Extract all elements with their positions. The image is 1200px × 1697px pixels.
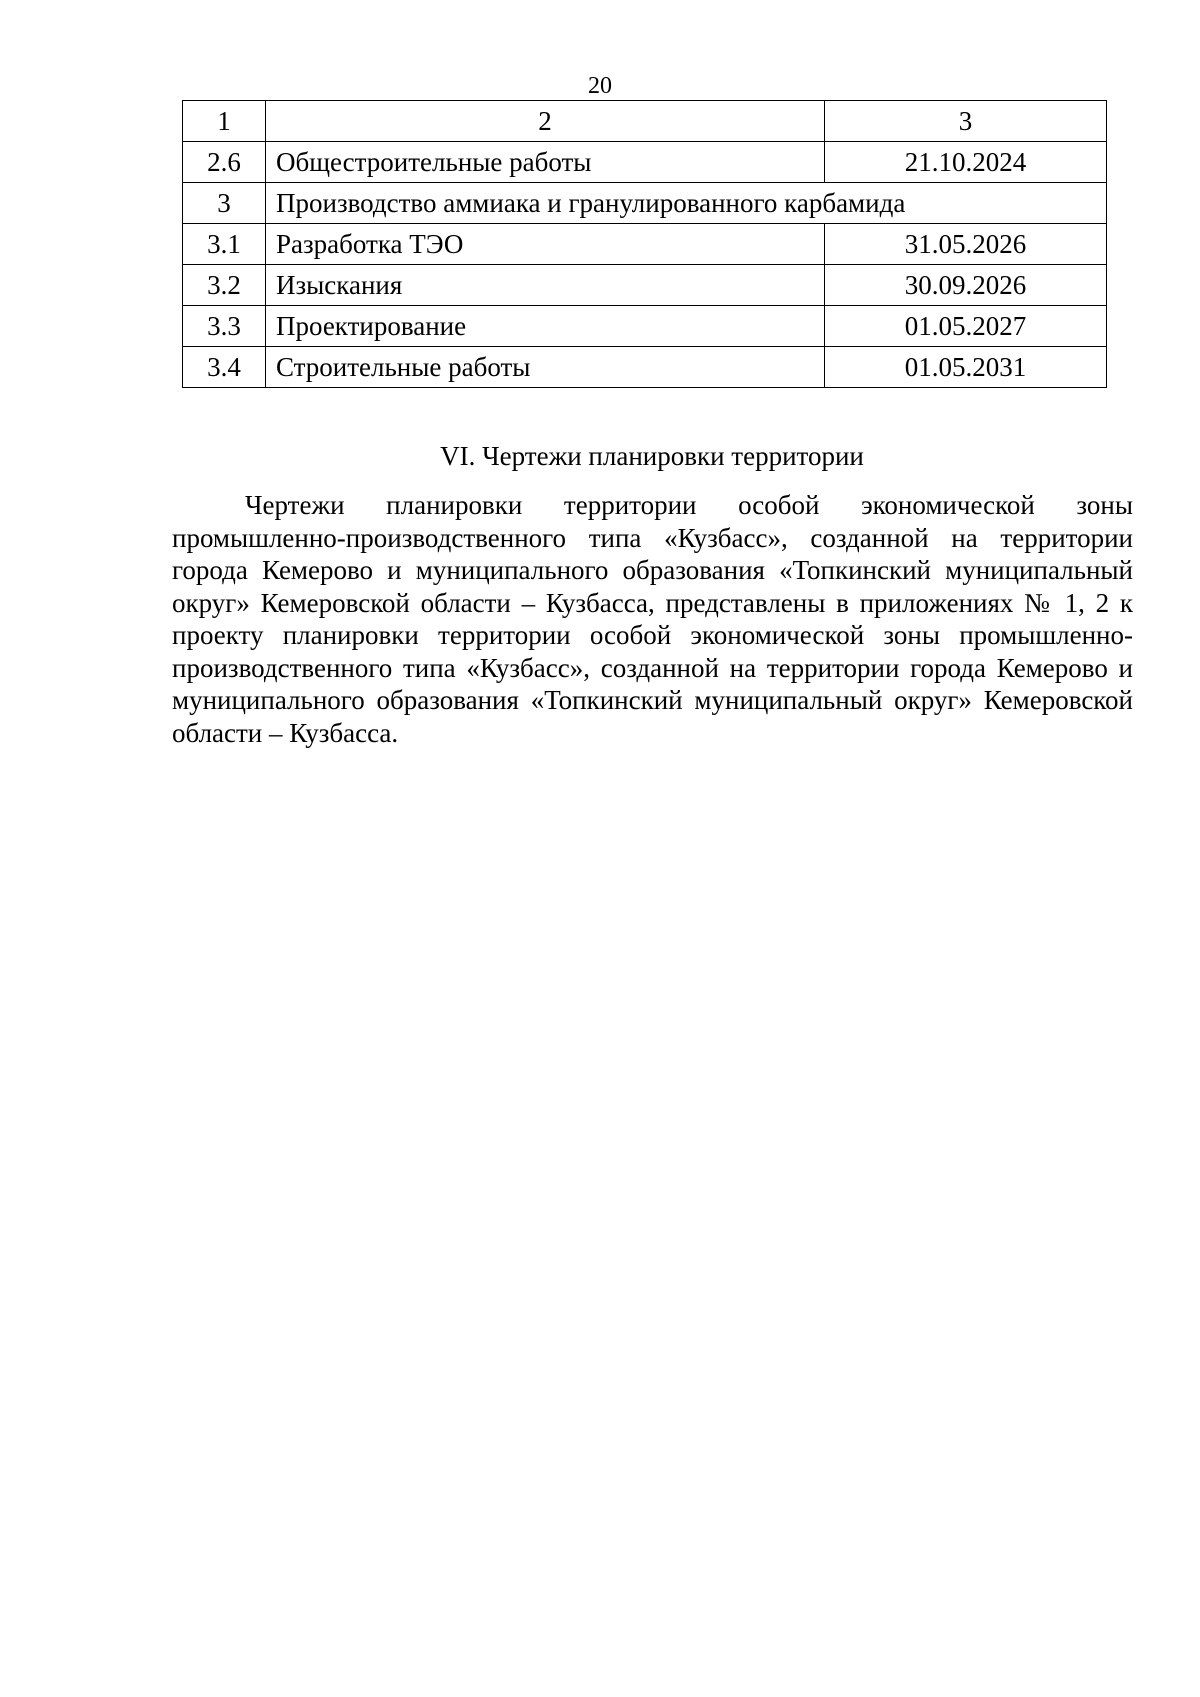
table-section-row bbox=[183, 183, 1107, 224]
table-row bbox=[183, 224, 1107, 265]
row-name: Строительные работы bbox=[266, 347, 825, 388]
table-header-cell: 3 bbox=[825, 101, 1107, 142]
row-name: Изыскания bbox=[266, 265, 825, 306]
row-number: 2.6 bbox=[183, 142, 266, 183]
section-paragraph: Чертежи планировки территории особой экономической зоны промышленно-производственного типа «Кузбасс», созданной на территории города Кемерово и муниципального образования «Топкинский муниципальный округ» Кемеровской области – Кузбасса, представлены в приложениях № 1, 2 к проекту планировки территории особой экономической зоны промышленно-производственного типа «Кузбасс», созданной на территории города Кемерово и муниципального образования «Топкинский муниципальный округ» Кемеровской области – Кузбасса. bbox=[172, 490, 1133, 748]
table-header-cell: 2 bbox=[266, 101, 825, 142]
section-heading: VI. Чертежи планировки территории bbox=[440, 441, 864, 471]
row-date: 01.05.2027 bbox=[825, 306, 1107, 347]
row-date: 01.05.2031 bbox=[825, 347, 1107, 388]
row-name: Общестроительные работы bbox=[266, 142, 825, 183]
row-number: 3.2 bbox=[183, 265, 266, 306]
table-header-cell: 1 bbox=[183, 101, 266, 142]
table-row bbox=[183, 306, 1107, 347]
row-date: 21.10.2024 bbox=[825, 142, 1107, 183]
table-row bbox=[183, 347, 1107, 388]
page-number: 20 bbox=[588, 73, 612, 99]
row-date: 30.09.2026 bbox=[825, 265, 1107, 306]
row-name: Проектирование bbox=[266, 306, 825, 347]
row-name: Разработка ТЭО bbox=[266, 224, 825, 265]
row-number: 3 bbox=[183, 183, 266, 224]
table-row bbox=[183, 265, 1107, 306]
row-number: 3.1 bbox=[183, 224, 266, 265]
row-date: 31.05.2026 bbox=[825, 224, 1107, 265]
row-name: Производство аммиака и гранулированного карбамида bbox=[266, 183, 1107, 224]
table-header-row bbox=[183, 101, 1107, 142]
schedule-table bbox=[182, 100, 1107, 388]
row-number: 3.3 bbox=[183, 306, 266, 347]
table-row bbox=[183, 142, 1107, 183]
row-number: 3.4 bbox=[183, 347, 266, 388]
